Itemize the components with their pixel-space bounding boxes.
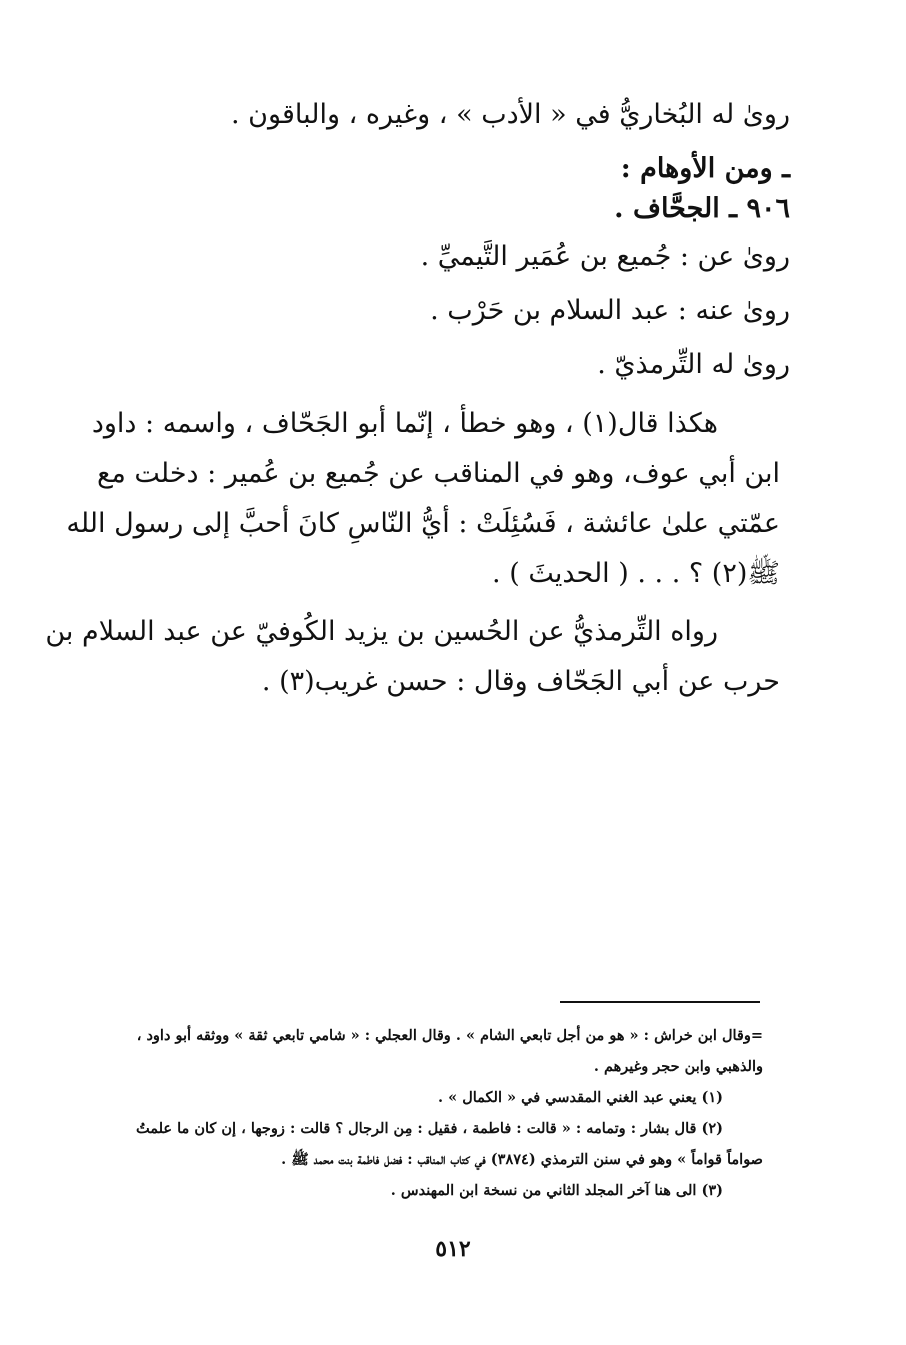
footnote-1: (١) يعني عبد الغني المقدسي في « الكمال » . xyxy=(438,1089,723,1106)
narrated-in-line: روىٰ له التِّرمذيّ . xyxy=(597,349,790,380)
footnote-2: (٢) قال بشار : وتمامه : « قالت : فاطمة ، فقيل : مِن الرجال ؟ قالت : زوجها ، إن كان ما علمتُ xyxy=(136,1120,723,1137)
paragraph-line: ابن أبي عوف، وهو في المناقب عن جُميع بن عُمير : دخلت مع xyxy=(96,458,780,489)
footnote-continuation: والذهبي وابن حجر وغيرهم . xyxy=(593,1058,763,1075)
footnote-3: (٣) الى هنا آخر المجلد الثاني من نسخة ابن المهندس . xyxy=(390,1182,723,1199)
footnote-continuation: =وقال ابن خراش : « هو من أجل تابعي الشام » . وقال العجلي : « شامي تابعي ثقة » ووثقه أبو داود ، xyxy=(136,1027,763,1044)
paragraph-line: ﷺ(٢) ؟ . . . ( الحديثَ ) . xyxy=(492,558,780,589)
page-number: ٥١٢ xyxy=(435,1236,471,1262)
paragraph-line: رواه التِّرمذيُّ عن الحُسين بن يزيد الكُوفيّ عن عبد السلام بن xyxy=(45,616,718,647)
section-heading: ـ ومن الأوهام : xyxy=(620,153,790,184)
narrated-by-line: روىٰ عنه : عبد السلام بن حَرْب . xyxy=(430,295,790,326)
commentary-paragraph xyxy=(66,399,780,599)
entry-title: ٩٠٦ ـ الجحَّاف . xyxy=(614,193,790,224)
paragraph-line: عمّتي علىٰ عائشة ، فَسُئِلَتْ : أيُّ النّاسِ كانَ أحبَّ إلى رسول الله xyxy=(66,508,780,539)
main-text xyxy=(45,95,790,707)
footnote-2-continuation: صواماً قواماً » وهو في سنن الترمذي (٣٨٧٤) في كتاب المناقب : فضل فاطمة بنت محمد ﷺ . xyxy=(281,1151,763,1168)
paragraph-line: هكذا قال(١) ، وهو خطأ ، إنّما أبو الجَحّاف ، واسمه : داود xyxy=(91,408,718,439)
narrated-from-line: روىٰ عن : جُميع بن عُمَير التَّيميِّ . xyxy=(420,241,790,272)
narration-line: روىٰ له البُخاريُّ في « الأدب » ، وغيره ، والباقون . xyxy=(231,99,790,130)
footnotes xyxy=(85,1020,763,1206)
footnote-divider xyxy=(560,1001,760,1003)
paragraph-line: حرب عن أبي الجَحّاف وقال : حسن غريب(٣) . xyxy=(261,666,780,697)
commentary-paragraph xyxy=(45,607,780,707)
